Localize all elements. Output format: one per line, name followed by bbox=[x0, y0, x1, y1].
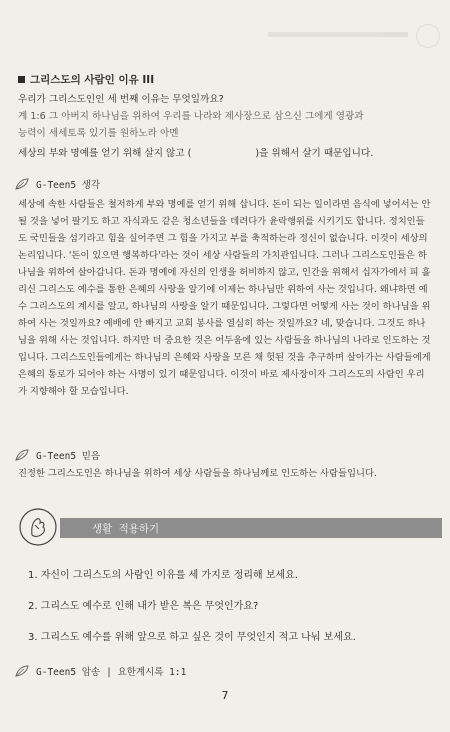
thoughts-heading bbox=[14, 177, 100, 191]
section-title-text: 그리스도의 사람인 이유 III bbox=[30, 74, 155, 86]
application-task: 3. 그리스도 예수를 위해 앞으로 하고 싶은 것이 무엇인지 적고 나눠 보세요. bbox=[28, 632, 356, 643]
leaf-icon bbox=[14, 177, 30, 191]
application-banner-label: 생활 적용하기 bbox=[92, 523, 160, 535]
application-task: 1. 자신이 그리스도의 사람인 이유를 세 가지로 정리해 보세요. bbox=[28, 570, 298, 581]
leaf-icon bbox=[14, 448, 30, 462]
belief-heading-text: G-Teen5 믿음 bbox=[36, 451, 101, 462]
memorize-heading bbox=[14, 664, 186, 678]
question-one: 우리가 그리스도인인 세 번째 이유는 무엇일까요? bbox=[18, 94, 224, 105]
fill-in-question bbox=[18, 145, 373, 159]
memorize-heading-text: G-Teen5 암송 bbox=[36, 667, 101, 678]
square-bullet-icon bbox=[18, 76, 25, 83]
leaf-icon bbox=[14, 664, 30, 678]
memorize-reference: | 요한계시록 1:1 bbox=[106, 667, 187, 678]
verse-line-1: 계 1:6 그 아버지 하나님을 위하여 우리를 나라와 제사장으로 삼으신 그에게 영광과 bbox=[18, 111, 364, 122]
hand-emblem-icon bbox=[18, 507, 58, 547]
section-title bbox=[18, 72, 154, 87]
thoughts-paragraph: 세상에 속한 사람들은 철저하게 부와 명예를 얻기 위해 삽니다. 돈이 되는 일이라면 음식에 넣어서는 안 될 것을 넣어 팔기도 하고 자식과도 같은 청소년들을 데려다가 윤락행위를 시키기도 합니다. 정치인들도 국민들을 섬기라고 힘을 실어주면 그 힘을 가지고 부를 축적하는라 정신이 없습니다. 이것이 세상의 논리입니다. '돈이 있으면 행복하다'라는 것이 세상 사람들의 가치관입니다. 그러나 그리스도인들은 하나님을 위하여 살아갑니다. 돈과 명예에 자신의 인생을 허비하지 않고, 인간을 위해서 십자가에서 피 흘리신 그리스도 예수를 통한 은혜의 사랑을 알기에 이제는 하나님만 위하여 사는 것입니다. 왜냐하면 예수 그리스도의 계시를 알고, 하나님의 사랑을 알기 때문입니다. 그렇다면 어떻게 사는 것이 하나님을 위하여 사는 것일까요? 예배에 안 빠지고 교회 봉사를 열심히 하는 것일까요? 네, 맞습니다. 그것도 하나님을 위해 사는 것입니다. 하지만 더 중요한 것은 어두움에 있는 사람들을 하나님의 나라로 인도하는 것입니다. 그리스도인들에게는 하나님의 은혜와 사랑을 모른 채 헛된 것을 추구하며 살아가는 사람들에게 은혜의 통로가 되어야 하는 사명이 있기 때문입니다. 이것이 바로 제사장이자 그리스도의 사람인 우리가 지향해야 할 모습입니다. bbox=[18, 199, 431, 397]
bleed-through-header bbox=[268, 24, 438, 50]
verse-line-2: 능력이 세세토록 있기를 원하노라 아멘 bbox=[18, 128, 179, 139]
fill-in-text-after: )을 위해서 살기 때문입니다. bbox=[255, 148, 374, 159]
application-task: 2. 그리스도 예수로 인해 내가 받은 복은 무엇인가요? bbox=[28, 601, 259, 612]
page-number: 7 bbox=[221, 689, 229, 702]
fill-in-text-before: 세상의 부와 명예를 얻기 위해 살지 않고 ( bbox=[18, 148, 192, 159]
belief-heading bbox=[14, 448, 100, 462]
thoughts-heading-text: G-Teen5 생각 bbox=[36, 180, 101, 191]
belief-paragraph: 진정한 그리스도인은 하나님을 위하여 세상 사람들을 하나님께로 인도하는 사람들입니다. bbox=[18, 468, 377, 479]
